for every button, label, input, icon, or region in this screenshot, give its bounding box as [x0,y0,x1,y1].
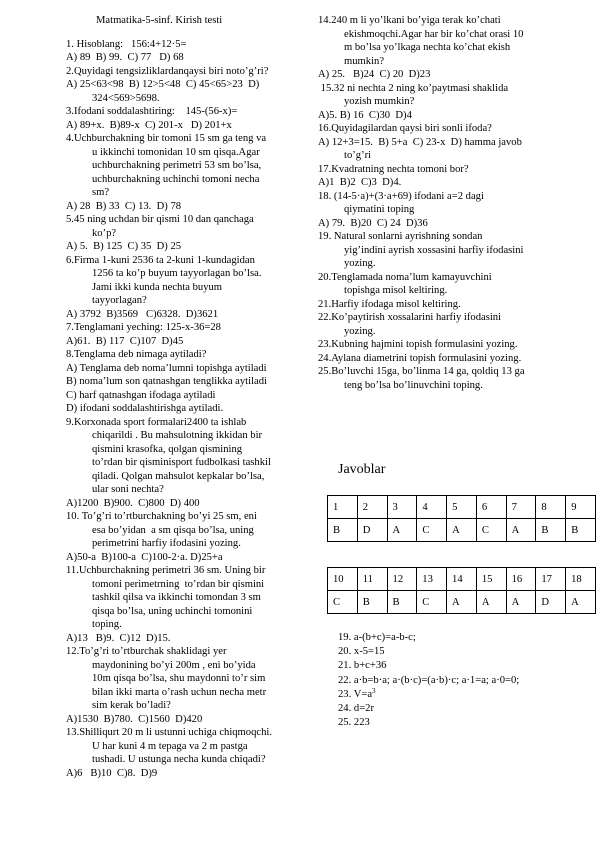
question-line: 21.Harfiy ifodaga misol keltiring. [318,298,461,310]
question-line: 19. Natural sonlarni ayrishning sondan [318,231,483,242]
question-line: A) 25. B)24 C) 20 D)23 [318,69,431,80]
question-line: 13.Shilliqurt 20 m li ustunni uchiga chiqmoqchi. [66,727,272,738]
question-continuation-line: ular soni nechta? [92,484,164,495]
key-cell: 13 [417,568,447,591]
question-line: A)50-a B)100-a C)100-2·a. D)25+a [66,551,223,563]
question-continuation-line: to’g’ri [344,150,372,161]
key-cell: A [447,519,477,542]
question-continuation-line: u ikkinchi tomonidan 10 sm qisqa.Agar [92,146,260,158]
key-cell: 2 [357,496,387,519]
left-question-list [66,38,312,781]
question-line: A) 3792 B)3569 C)6328. D)3621 [66,308,219,320]
question-continuation-line: mumkin? [344,55,385,67]
formula-line: 24. d=2r [338,703,374,715]
key-cell: 1 [328,496,358,519]
key-cell: B [536,519,566,542]
key-cell: B [357,591,387,614]
question-continuation-line: perimetrini harfiy ifodasini yozing. [92,538,241,549]
question-line: A)5. B) 16 C)30 D)4 [318,109,412,121]
question-line: 22.Ko’paytirish xossalarini harfiy ifodasini [318,312,502,323]
question-line: A)13 B)9. C)12 D)15. [66,632,171,644]
question-continuation-line: qiladi. Qolgan mahsulot kepkalar bo’lsa, [92,470,265,482]
key-cell: A [566,591,596,614]
key-cell: 3 [387,496,417,519]
question-continuation-line: 10m qisqa bo’lsa, shu maydonni to’r sim [92,673,266,684]
formula-line [338,688,519,702]
key-cell: 6 [476,496,506,519]
question-line: A) 12+3=15. B) 5+a C) 23-x D) hamma javob [318,136,522,148]
question-line: 4.Uchburchakning bir tomoni 15 sm ga teng va [66,133,267,144]
key-cell: 5 [447,496,477,519]
key-cell: 15 [476,568,506,591]
question-continuation-line: yozing. [344,258,376,269]
question-continuation-line: yig’indini ayrish xossasini harfiy ifodasini [344,244,524,256]
question-line: 12.To’g’ri to’rtburchak shaklidagi yer [66,646,227,657]
answer-key-table-2 [327,567,596,614]
question-line: A)1530 B)780. C)1560 D)420 [66,713,203,725]
key-cell: 4 [417,496,447,519]
formula-line: 25. 223 [338,717,370,729]
question-line: 10. To’g’ri to’rtburchakning bo’yi 25 sm, eni [66,511,257,522]
question-line: 11.Uchburchakning perimetri 36 sm. Uning bir [66,565,266,576]
question-continuation-line: yozish mumkin? [344,96,415,107]
question-line: 2.Quyidagi tengsizliklardanqaysi biri noto’g’ri? [66,65,269,77]
question-line: 18. (14-5·a)+(3·a+69) ifodani a=2 dagi [318,190,484,202]
question-continuation-line: U har kuni 4 m tepaga va 2 m pastga [92,740,248,752]
question-continuation-line: ekishmoqchi.Agar har bir ko’chat orasi 10 [344,28,524,40]
question-continuation-line: 324<569>5698. [92,92,160,104]
question-line: A) 28 B) 33 C) 13. D) 78 [66,200,182,212]
left-column [66,14,312,780]
key-cell: 18 [566,568,596,591]
key-cell: 11 [357,568,387,591]
question-line: A) 79. B)20 C) 24 D)36 [318,217,428,229]
question-line: 8.Tenglama deb nimaga aytiladi? [66,349,207,360]
question-line: A)1200 B)900. C)800 D) 400 [66,497,200,509]
question-continuation-line: qismini krasofka, qolgan qismining [92,443,243,455]
question-line: C) harf qatnashgan ifodaga aytiladi [66,389,216,401]
key-cell: B [387,591,417,614]
right-question-list [318,14,558,392]
key-cell: 14 [447,568,477,591]
key-cell: 8 [536,496,566,519]
key-cell: 9 [566,496,596,519]
question-line: 7.Tenglamani yeching: 125-x-36=28 [66,322,221,333]
key-cell: B [566,519,596,542]
question-continuation-line: qisqa bo’lsa, uning uchinchi tomonini [92,605,253,617]
question-line: A) 5. B) 125 C) 35 D) 25 [66,241,182,252]
question-line: B) noma’lum son qatnashgan tenglikka aytiladi [66,376,267,387]
question-line: 23.Kubning hajmini topish formulasini yozing. [318,339,518,350]
key-answer-row [328,591,596,614]
question-continuation-line: tushadi. U ustunga necha kunda chiqadi? [92,754,266,765]
formula-line: 22. a·b=b·a; a·(b·c)=(a·b)·c; a·1=a; a·0=0; [338,674,520,686]
question-line: 20.Tenglamada noma’lum kamayuvchini [318,271,492,283]
question-line: 16.Quyidagilardan qaysi biri sonli ifoda? [318,123,492,134]
key-number-row [328,496,596,519]
question-continuation-line: chiqarildi . Bu mahsulotning ikkidan bir [92,430,263,441]
question-line: A) Tenglama deb noma’lumni topishga aytiladi [66,362,267,374]
question-line: 14.240 m li yo’lkani bo’yiga terak ko’chati [318,15,501,26]
question-continuation-line: bilan ikki marta o’rash uchun necha metr [92,686,267,698]
key-cell: C [417,591,447,614]
question-continuation-line: maydonining bo’yi 200m , eni bo’yida [92,659,256,671]
formula-text: 23. V=a [338,688,373,700]
key-answer-row [328,519,596,542]
key-cell: 12 [387,568,417,591]
key-cell: D [536,591,566,614]
key-cell: A [506,591,536,614]
question-line: A)1 B)2 C)3 D)4. [318,177,402,188]
key-cell: A [506,519,536,542]
key-cell: 16 [506,568,536,591]
question-line: A)6 B)10 C)8. D)9 [66,767,158,779]
question-continuation-line: qiymatini toping [344,204,415,215]
formula-line: 19. a-(b+c)=a-b-c; [338,632,416,643]
question-line: A)61. B) 117 C)107 D)45 [66,335,184,347]
question-continuation-line: Jami ikki kunda nechta buyum [92,281,223,293]
key-cell: A [387,519,417,542]
question-continuation-line: ko’p? [92,227,117,239]
question-line: 24.Aylana diametrini topish formulasini yozing. [318,352,522,364]
question-continuation-line: m bo’lsa yo’lkaga nechta ko’chat ekish [344,42,511,53]
answer-key-table-1 [327,495,596,542]
question-line: 1. Hisoblang: 156:4+12·5= [66,38,187,50]
key-number-row [328,568,596,591]
question-continuation-line: to’rdan bir qisminisport fudbolkasi tashkil [92,457,271,468]
question-line: 3.Ifodani soddalashtiring: 145-(56-x)= [66,106,238,117]
page-title: Matmatika-5-sinf. Kirish testi [96,15,223,26]
question-line: 6.Firma 1-kuni 2536 ta 2-kuni 1-kundagidan [66,254,255,266]
key-cell: 7 [506,496,536,519]
question-line: A) 89+x. B)89-x C) 201-x D) 201+x [66,119,232,131]
key-cell: B [328,519,358,542]
key-cell: 17 [536,568,566,591]
key-cell: C [417,519,447,542]
question-continuation-line: tayyorlagan? [92,295,147,306]
question-continuation-line: esa bo’yidan a sm qisqa bo’lsa, uning [92,524,254,536]
question-line: D) ifodani soddalashtirishga aytiladi. [66,403,224,414]
question-continuation-line: toping. [92,619,122,630]
question-continuation-line: uchburchakning uchinchi tomoni necha [92,173,260,185]
question-continuation-line: tomoni perimetrning to’rdan bir qismini [92,578,265,590]
question-line: A) 25<63<98 B) 12>5<48 C) 45<65>23 D) [66,79,260,90]
question-continuation-line: uchburchakning perimetri 53 sm bo’lsa, [92,160,262,171]
question-continuation-line: sim kerak bo’ladi? [92,700,171,711]
answers-heading: Javoblar [338,462,386,477]
formula-answers [338,631,519,730]
formula-line: 20. x-5=15 [338,646,385,658]
key-cell: 10 [328,568,358,591]
key-cell: A [476,591,506,614]
question-line: 5.45 ning uchdan bir qismi 10 dan qanchaga [66,214,254,225]
question-continuation-line: 1256 ta ko’p buyum tayyorlagan bo’lsa. [92,268,262,279]
question-line: 17.Kvadratning nechta tomoni bor? [318,163,469,175]
question-line: 9.Korxonada sport formalari2400 ta ishlab [66,416,247,428]
question-continuation-line: sm? [92,187,110,198]
question-line: A) 89 B) 99. C) 77 D) 68 [66,52,184,63]
question-continuation-line: teng bo’lsa bo’linuvchini toping. [344,379,483,391]
question-continuation-line: yozing. [344,325,376,337]
question-line: 15.32 ni nechta 2 ning ko’paytmasi shaklida [318,82,509,94]
key-cell: C [328,591,358,614]
question-continuation-line: topishga misol keltiring. [344,285,448,296]
key-cell: D [357,519,387,542]
formula-exponent: 3 [372,686,376,695]
question-line: 25.Bo’luvchi 15ga, bo’linma 14 ga, qoldiq 13 ga [318,366,525,377]
question-continuation-line: tashkil qilsa va ikkinchi tomondan 3 sm [92,592,261,603]
formula-line: 21. b+c+36 [338,660,387,672]
key-cell: A [447,591,477,614]
key-cell: C [476,519,506,542]
right-column [318,14,558,392]
